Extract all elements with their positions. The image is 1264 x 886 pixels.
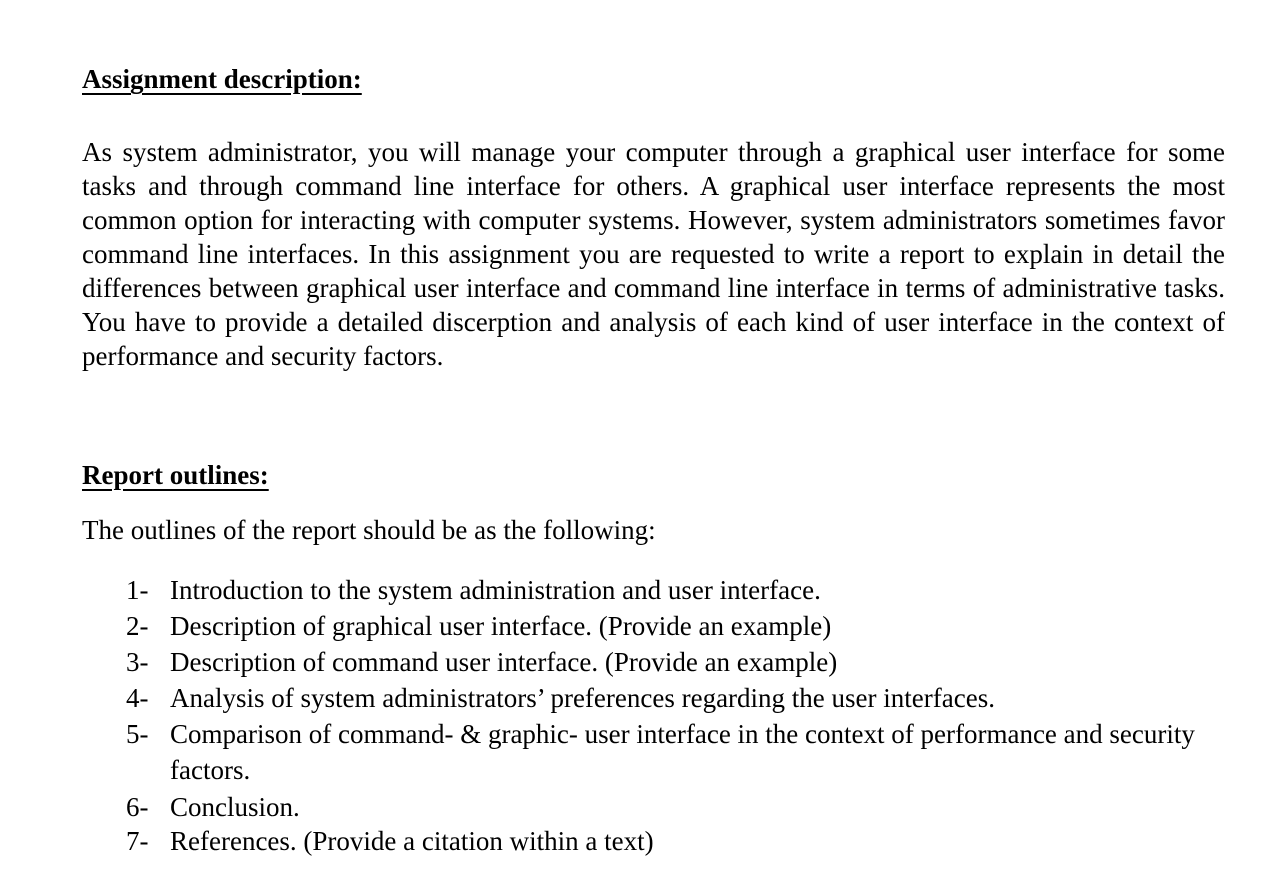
- outline-item-number: 6-: [126, 792, 149, 822]
- outline-item-text: Conclusion.: [170, 792, 300, 822]
- outline-item-text: Comparison of command- & graphic- user interface in the context of performance and security factors.: [170, 719, 1195, 785]
- outline-item-number: 2-: [126, 611, 149, 641]
- outline-item: [126, 680, 1206, 716]
- report-outlines-heading: Report outlines:: [82, 460, 269, 490]
- outline-item-text: Description of graphical user interface. (Provide an example): [170, 611, 832, 641]
- outline-item: [126, 572, 1206, 608]
- outline-item-number: 1-: [126, 575, 149, 605]
- outline-item-number: 4-: [126, 683, 149, 713]
- outline-item-text: Analysis of system administrators’ preferences regarding the user interfaces.: [170, 683, 995, 713]
- outline-item: [126, 644, 1206, 680]
- outline-item: [126, 608, 1206, 644]
- outline-item-number: 5-: [126, 719, 149, 749]
- outline-item-number: 7-: [126, 826, 149, 856]
- outline-item: [126, 716, 1206, 788]
- assignment-description-paragraph: As system administrator, you will manage your computer through a graphical user interface for some tasks and through command line interface for others. A graphical user interface represents the most common option for interacting with computer systems. However, system administrators sometimes favor command line interfaces. In this assignment you are requested to write a report to explain in detail the differences between graphical user interface and command line interface in terms of administrative tasks. You have to provide a detailed discerption and analysis of each kind of user interface in the context of performance and security factors.: [82, 137, 1225, 371]
- report-outline-list: [126, 572, 1206, 858]
- outline-item: [126, 824, 1206, 858]
- outline-item-text: Introduction to the system administration and user interface.: [170, 575, 821, 605]
- outline-item-text: Description of command user interface. (Provide an example): [170, 647, 838, 677]
- report-outlines-intro: The outlines of the report should be as the following:: [82, 515, 656, 545]
- assignment-description-heading: Assignment description:: [82, 64, 362, 94]
- outline-item: [126, 790, 1206, 824]
- outline-item-number: 3-: [126, 647, 149, 677]
- outline-item-text: References. (Provide a citation within a text): [170, 826, 654, 856]
